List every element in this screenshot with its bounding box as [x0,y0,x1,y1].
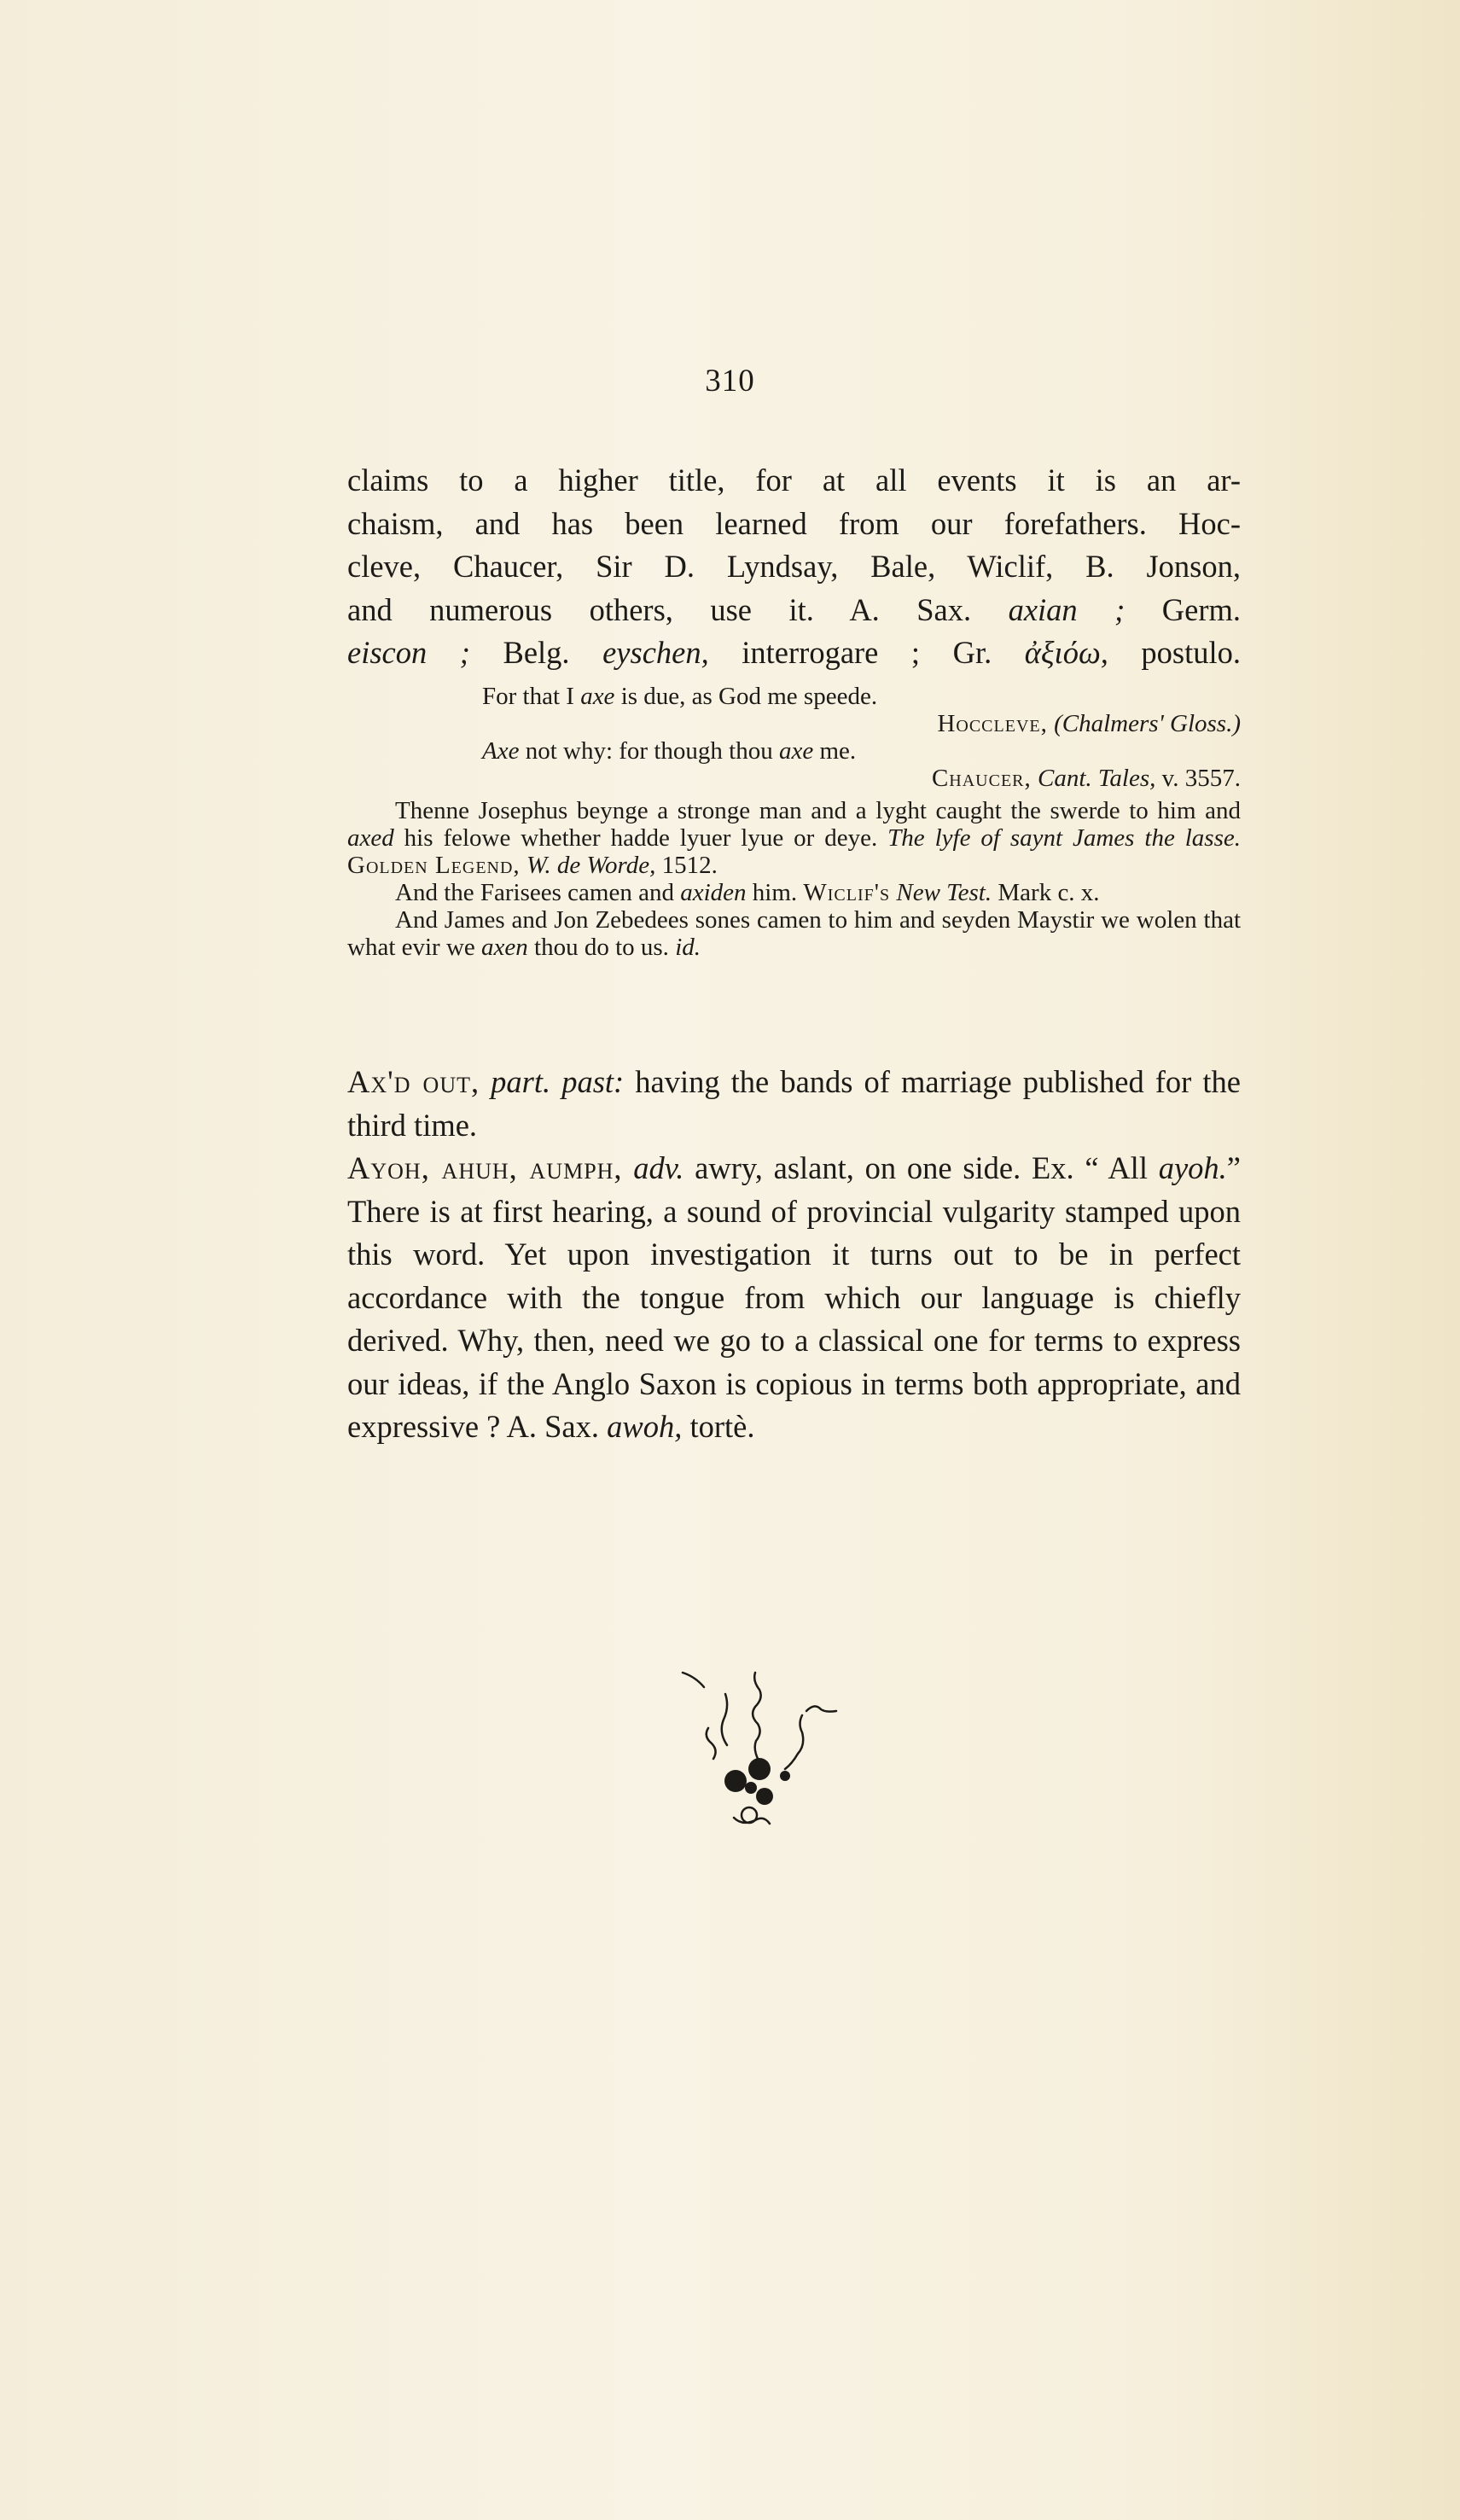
ornament-icon [674,1668,905,1839]
quote-source-chaucer: Chaucer, Cant. Tales, v. 3557. [931,765,1241,792]
quote-chaucer: Axe not why: for though thou axe me. [482,737,857,765]
text-line: chaism, and has been learned from our forefathers. Hoc- [347,505,1241,541]
quote-source-hoccleve: Hoccleve, (Chalmers' Gloss.) [937,710,1241,737]
quote-james: And James and Jon Zebedees sones camen to him and seyden Maystir we wolen that what evir we axen thou do to us. id. [347,906,1241,961]
quote-golden-legend: Thenne Josephus beynge a stronge man and a lyght caught the swerde to him and axed his felowe whether hadde lyuer lyue or deye. The lyfe of saynt James the lasse. Golden Legend, W. de Worde, 1512. [347,797,1241,879]
entries [347,1061,1241,1449]
quotation-block [347,683,1241,961]
quote-hoccleve: For that I axe is due, as God me speede. [482,683,878,710]
entry-ayoh: Ayoh, ahuh, aumph, adv. awry, aslant, on one side. Ex. “ All ayoh.” There is at first hearing, a sound of provincial vulgarity stamped upon this word. Yet upon investigation it turns out to be in perfect accordance with the tongue from which our language is chiefly derived. Why, then, need we go to a classical one for terms to express our ideas, if the Anglo Saxon is copious in terms both appropriate, and expressive ? A. Sax. awoh, tortè. [347,1150,1241,1444]
text-line: claims to a higher title, for at all events it is an ar- [347,463,1241,498]
continuation-paragraph [347,459,1241,675]
text-line: eiscon ; Belg. eyschen, interrogare ; Gr. ἀξιόω, postulo. [347,635,1241,670]
page-number: 310 [705,364,755,399]
text-line: and numerous others, use it. A. Sax. axian ; Germ. [347,591,1242,627]
text-line: cleve, Chaucer, Sir D. Lyndsay, Bale, Wiclif, B. Jonson, [347,549,1241,584]
entry-axd-out: Ax'd out, part. past: having the bands of marriage published for the third time. [347,1064,1241,1143]
quote-wiclif: And the Farisees camen and axiden him. Wiclif's New Test. Mark c. x. [395,879,1100,906]
